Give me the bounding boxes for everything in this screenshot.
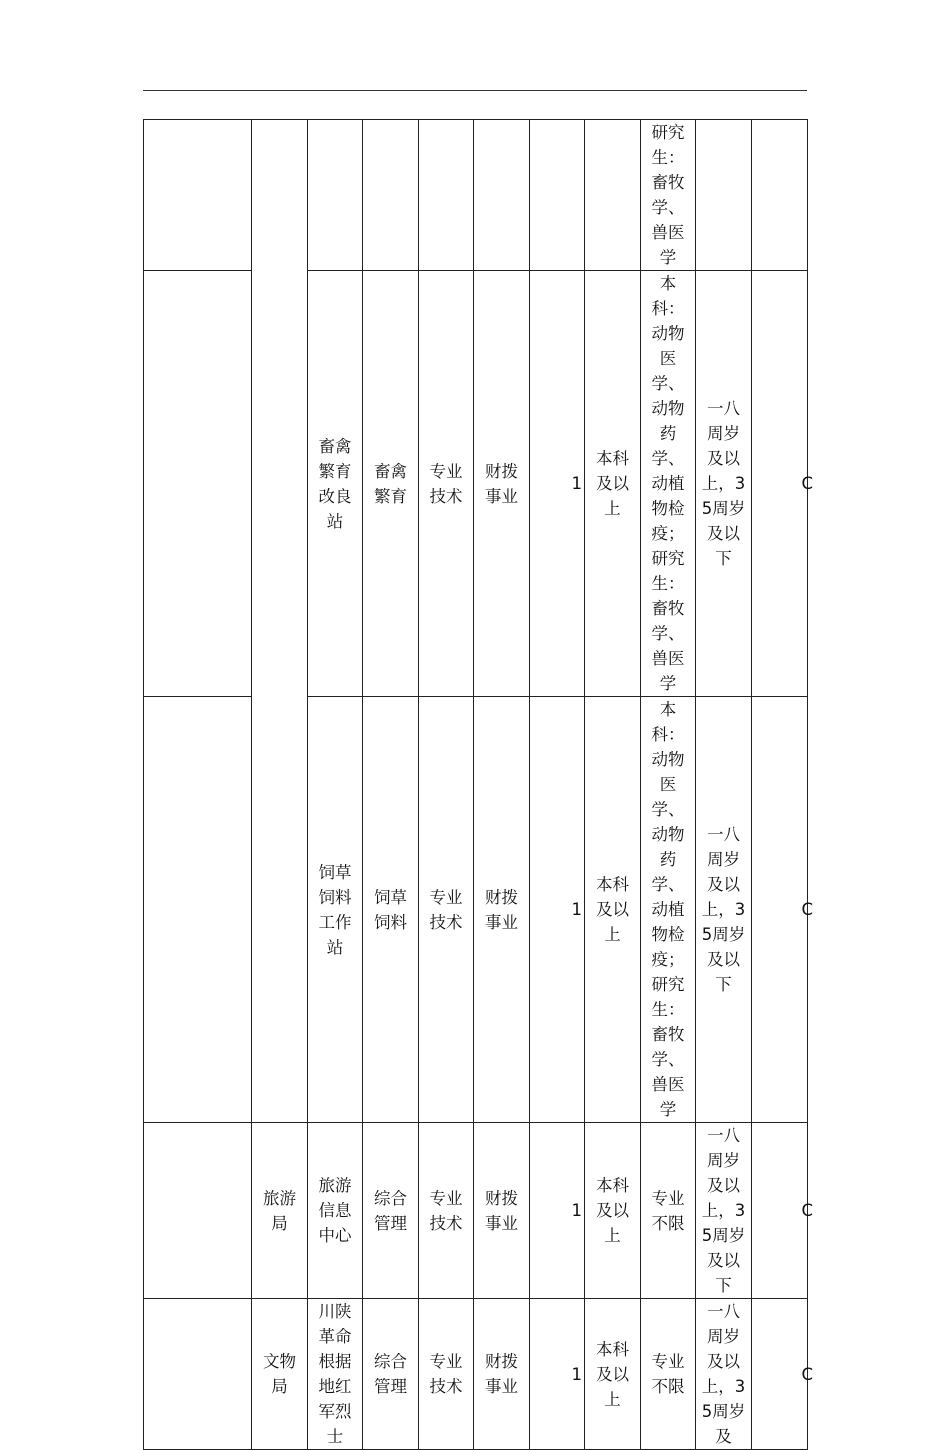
cell-age — [696, 271, 752, 697]
cell-post — [363, 1123, 419, 1299]
post-text: 综合管理 — [374, 1352, 407, 1396]
cell-unit — [308, 120, 363, 271]
cell-count — [530, 1123, 585, 1299]
cell-dept — [252, 1123, 308, 1299]
cell-education — [585, 1123, 641, 1299]
cell-post — [363, 697, 419, 1123]
cell-major — [641, 1123, 696, 1299]
cell-education — [585, 697, 641, 1123]
cell-last — [752, 1123, 813, 1299]
cell-education — [585, 1299, 641, 1450]
cell-last — [752, 1299, 813, 1450]
cell-index — [144, 120, 252, 271]
cell-count — [530, 697, 585, 1123]
cell-last — [752, 697, 813, 1123]
count-text: 1 — [571, 1201, 582, 1220]
table-row — [144, 1123, 808, 1299]
unit-text: 饲草饲料工作站 — [318, 862, 352, 957]
cell-education — [585, 271, 641, 697]
post-text: 综合管理 — [374, 1188, 407, 1233]
funding-text: 财拨事业 — [485, 1352, 518, 1396]
cell-count — [530, 120, 585, 271]
cell-major — [641, 120, 696, 271]
header-rule — [143, 90, 807, 91]
last-text: C — [801, 1364, 813, 1384]
cell-funding — [474, 271, 530, 697]
cell-age — [696, 1123, 752, 1299]
type-text: 专业技术 — [429, 887, 463, 932]
cell-education — [585, 120, 641, 271]
cell-post — [363, 1299, 419, 1450]
major-text: 本科：动物医学、动物药学、动植物检疫；研究生：畜牧学、兽医学 — [651, 700, 685, 1119]
cell-dept — [252, 1299, 308, 1450]
education-text: 本科及以上 — [596, 1339, 629, 1409]
cell-funding — [474, 1123, 530, 1299]
cell-index — [144, 1123, 252, 1299]
age-text: 一八周岁及以上，35周岁及以下 — [701, 399, 746, 568]
recruitment-table — [143, 119, 813, 1450]
last-text: C — [801, 474, 813, 493]
cell-index — [144, 271, 252, 697]
cell-age — [696, 1299, 752, 1450]
education-text: 本科及以上 — [596, 1176, 629, 1245]
cell-funding — [474, 697, 530, 1123]
age-text: 一八周岁及以上，35周岁及 — [701, 1302, 746, 1446]
table-row — [144, 120, 808, 271]
cell-major — [641, 1299, 696, 1450]
unit-text: 川陕革命根据地红军烈士 — [318, 1302, 352, 1446]
major-text: 本科：动物医学、动物药学、动植物检疫；研究生：畜牧学、兽医学 — [651, 274, 685, 693]
cell-major — [641, 271, 696, 697]
cell-major — [641, 697, 696, 1123]
unit-text: 畜禽繁育改良站 — [318, 436, 352, 531]
education-text: 本科及以上 — [596, 875, 629, 944]
cell-index — [144, 697, 252, 1123]
cell-post — [363, 271, 419, 697]
education-text: 本科及以上 — [596, 449, 629, 518]
cell-type — [419, 120, 474, 271]
count-text: 1 — [571, 474, 582, 493]
cell-post — [363, 120, 419, 271]
table-row — [144, 271, 808, 697]
major-text: 专业不限 — [651, 1352, 685, 1396]
cell-last — [752, 120, 808, 271]
cell-unit — [308, 1299, 363, 1450]
unit-text: 旅游信息中心 — [318, 1176, 352, 1245]
post-text: 饲草饲料 — [374, 887, 407, 932]
cell-unit — [308, 697, 363, 1123]
cell-funding — [474, 120, 530, 271]
age-text: 一八周岁及以上，35周岁及以下 — [701, 1126, 746, 1295]
funding-text: 财拨事业 — [485, 461, 518, 506]
funding-text: 财拨事业 — [485, 1188, 518, 1233]
cell-type — [419, 271, 474, 697]
funding-text: 财拨事业 — [485, 887, 518, 932]
cell-last — [752, 271, 813, 697]
last-text: C — [801, 900, 813, 919]
count-text: 1 — [571, 1364, 582, 1384]
post-text: 畜禽繁育 — [374, 461, 407, 506]
dept-text: 文物局 — [263, 1352, 296, 1396]
table-row — [144, 1299, 808, 1450]
major-text: 研究生：畜牧学、兽医学 — [651, 123, 685, 267]
type-text: 专业技术 — [429, 1352, 463, 1396]
table-row — [144, 697, 808, 1123]
cell-dept — [252, 120, 308, 1123]
type-text: 专业技术 — [429, 1188, 463, 1233]
major-text: 专业不限 — [651, 1188, 685, 1233]
count-text: 1 — [571, 900, 582, 919]
cell-type — [419, 1299, 474, 1450]
cell-type — [419, 697, 474, 1123]
dept-text: 旅游局 — [263, 1188, 296, 1233]
cell-age — [696, 697, 752, 1123]
cell-count — [530, 1299, 585, 1450]
last-text: C — [801, 1201, 813, 1220]
age-text: 一八周岁及以上，35周岁及以下 — [701, 825, 746, 994]
cell-unit — [308, 1123, 363, 1299]
cell-funding — [474, 1299, 530, 1450]
cell-type — [419, 1123, 474, 1299]
type-text: 专业技术 — [429, 461, 463, 506]
cell-index — [144, 1299, 252, 1450]
cell-count — [530, 271, 585, 697]
cell-unit — [308, 271, 363, 697]
cell-age — [696, 120, 752, 271]
